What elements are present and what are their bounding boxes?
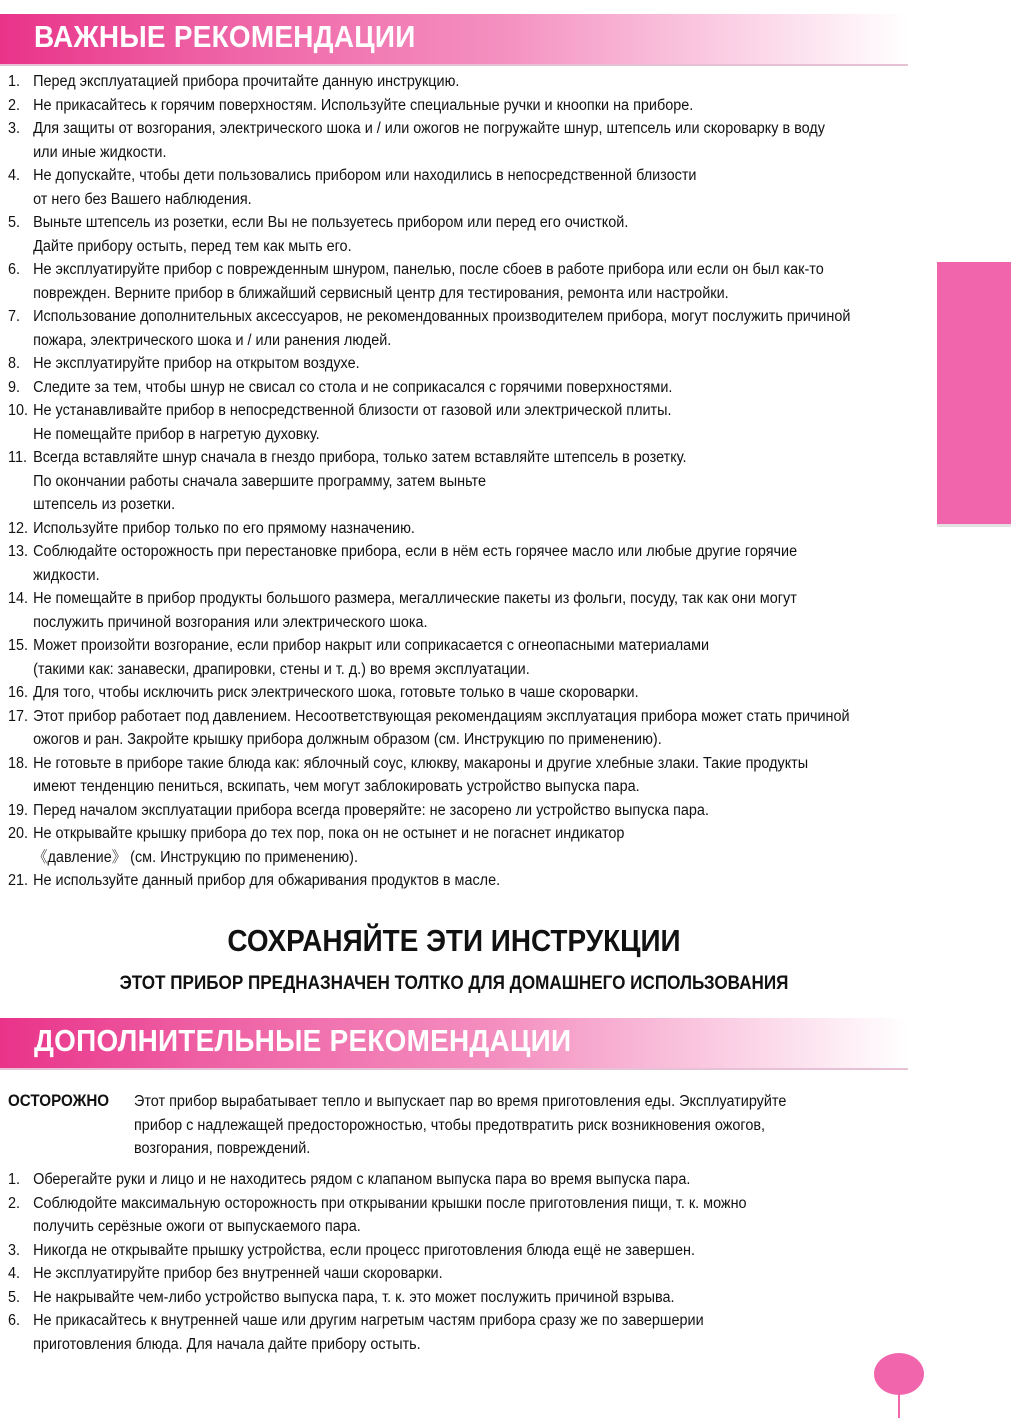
list-item-number: 20. — [8, 825, 29, 842]
list-item-number: 16. — [8, 684, 29, 701]
list-item-text: Соблюдайте осторожность при перестановке прибора, если в нём есть горячее масло или любые другие горячие жидкости. — [33, 543, 798, 584]
list-item — [8, 1262, 747, 1286]
section-title-additional: ДОПОЛНИТЕЛЬНЫЕ РЕКОМЕНДАЦИИ — [34, 1023, 572, 1058]
list-item-text: Для защиты от возгорания, электрического шока и / или ожогов не погружайте шнур, штепсель или скороварку в воду или иные жидкости. — [33, 120, 825, 161]
list-item-number: 8. — [8, 355, 21, 372]
list-item-text: Не эксплуатируйте прибор на открытом воздухе. — [33, 355, 360, 372]
list-item — [8, 1192, 747, 1239]
list-item-number: 17. — [8, 707, 29, 725]
page-marker-line — [898, 1393, 900, 1418]
list-item-text: Не готовьте в приборе такие блюда как: яблочный соус, клюкву, макароны и другие хлебные злаки. Такие продукты имеют тенденцию пениться, вскипать, чем могут заблокировать устройство выпуска пара. — [33, 754, 809, 795]
list-item-number: 19. — [8, 801, 29, 819]
list-item-text: Никогда не открывайте прышку устройства, если процесс приготовления блюда ещё не завершен. — [33, 1241, 695, 1259]
list-item-number: 18. — [8, 754, 29, 772]
list-item-text: Не накрывайте чем-либо устройство выпуска пара, т. к. это может послужить причиной взрыва. — [33, 1288, 675, 1306]
list-item — [8, 1309, 747, 1356]
list-item-text: Следите за тем, чтобы шнур не свисал со стола и не соприкасался с горячими поверхностями. — [33, 378, 673, 396]
list-item-text: Не используйте данный прибор для обжаривания продуктов в масле. — [33, 872, 501, 889]
list-item — [8, 376, 850, 400]
list-item-text: Используйте прибор только по его прямому назначению. — [33, 519, 415, 537]
caution-label: ОСТОРОЖНО — [8, 1092, 110, 1110]
list-item — [8, 164, 850, 211]
list-item — [8, 681, 850, 705]
list-item — [8, 1286, 747, 1310]
list-item-number: 6. — [8, 1312, 21, 1329]
list-item-text: Выньте штепсель из розетки, если Вы не пользуетесь прибором или перед его очисткой. Дайте прибору остыть, перед тем как мыть его. — [33, 214, 629, 255]
list-item-text: Не эксплуатируйте прибор с поврежденным шнуром, панелью, после сбоев в работе прибора или если он был как-то поврежден. Верните прибор в ближайший сервисный центр для тестирования, ремонта или настройки. — [33, 261, 824, 302]
list-item — [8, 305, 850, 352]
list-item — [8, 117, 850, 164]
list-item-number: 5. — [8, 214, 21, 231]
list-item-text: Соблюдойте максимальную осторожность при открывании крышки после приготовления пищи, т. к. можно получить серёзные ожоги от выпускаемого пара. — [33, 1194, 747, 1235]
list-item — [8, 634, 850, 681]
page-marker-dot — [874, 1353, 924, 1395]
list-item — [8, 540, 850, 587]
list-item-number: 13. — [8, 543, 29, 560]
list-item-number: 4. — [8, 1265, 21, 1282]
list-item-number: 9. — [8, 378, 21, 396]
list-item-text: Перед началом эксплуатации прибора всегда проверяйте: не засорено ли устройство выпуска пара. — [33, 801, 709, 819]
list-item — [8, 94, 850, 118]
list-item-number: 6. — [8, 261, 21, 278]
list-item-text: Использование дополнительных аксессуаров, не рекомендованных производителем прибора, могут послужить причиной пожара, электрического шока и / или ранения людей. — [33, 308, 851, 349]
list-item-number: 15. — [8, 637, 29, 654]
list-item — [8, 1168, 747, 1192]
list-item-number: 21. — [8, 872, 29, 889]
list-item-number: 2. — [8, 96, 21, 114]
list-item-text: Не устанавливайте прибор в непосредственной близости от газовой или электрической плиты. Не помещайте прибор в нагретую духовку. — [33, 402, 672, 443]
list-item — [8, 752, 850, 799]
list-item-text: Для того, чтобы исключить риск электрического шока, готовьте только в чаше скороварки. — [33, 684, 639, 701]
caution-text: Этот прибор вырабатывает тепло и выпускает пар во время приготовления еды. Эксплуатируйте прибор с надлежащей предосторожностью, чтобы предотвратить риск возникновения ожогов, возгорания, повреждений. — [134, 1093, 787, 1157]
list-item — [8, 211, 850, 258]
list-item-text: Не помещайте в прибор продукты большого размера, мегаллические пакеты из фольги, посуду, так как они могут послужить причиной возгорания или электрического шока. — [33, 590, 797, 631]
list-item-text: Оберегайте руки и лицо и не находитесь рядом с клапаном выпуска пара во время выпуска пара. — [33, 1171, 691, 1188]
list-item — [8, 587, 850, 634]
list-item — [8, 1239, 747, 1263]
household-use-note: ЭТОТ ПРИБОР ПРЕДНАЗНАЧЕН ТОЛТКО ДЛЯ ДОМАШНЕГО ИСПОЛЬЗОВАНИЯ — [119, 973, 789, 994]
list-item-number: 3. — [8, 1241, 21, 1259]
list-item — [8, 822, 850, 869]
save-instructions-title: СОХРАНЯЙТЕ ЭТИ ИНСТРУКЦИИ — [227, 923, 681, 958]
list-item-text: Не прикасайтесь к внутренней чаше или другим нагретым частям прибора сразу же по завершерии приготовления блюда. Для начала дайте прибору остыть. — [33, 1312, 704, 1353]
list-item-number: 2. — [8, 1194, 21, 1212]
list-item-number: 5. — [8, 1288, 21, 1306]
list-item-number: 3. — [8, 120, 21, 137]
list-item-text: Этот прибор работает под давлением. Несоответствующая рекомендациям эксплуатация прибора может стать причиной ожогов и ран. Закройте крышку прибора должным образом (см. Инструкцию по применению). — [33, 707, 850, 748]
list-item — [8, 869, 850, 893]
list-item — [8, 258, 850, 305]
list-item-text: Перед эксплуатацией прибора прочитайте данную инструкцию. — [33, 73, 460, 90]
list-item — [8, 70, 850, 94]
list-item-text: Не прикасайтесь к горячим поверхностям. Используйте специальные ручки и кноопки на приборе. — [33, 96, 694, 114]
list-item — [8, 799, 850, 823]
list-item-number: 1. — [8, 1171, 21, 1188]
list-item-text: Может произойти возгорание, если прибор накрыт или соприкасается с огнеопасными материалами (такими как: занавески, драпировки, стены и т. д.) во время эксплуатации. — [33, 637, 710, 678]
list-item-number: 4. — [8, 167, 21, 184]
list-item-number: 10. — [8, 402, 29, 419]
list-item — [8, 705, 850, 752]
list-item — [8, 352, 850, 376]
section-header-banner — [0, 14, 908, 66]
list-item-number: 11. — [8, 449, 27, 466]
list-item-text: Не открывайте крышку прибора до тех пор, пока он не остынет и не погаснет индикатор 《давление》 (см. Инструкцию по применению). — [33, 825, 625, 866]
list-item-number: 14. — [8, 590, 29, 607]
list-item-text: Не допускайте, чтобы дети пользовались прибором или находились в непосредственной близости от него без Вашего наблюдения. — [33, 167, 697, 208]
list-item-number: 7. — [8, 308, 21, 325]
list-item — [8, 399, 850, 446]
list-item — [8, 517, 850, 541]
section-title-important: ВАЖНЫЕ РЕКОМЕНДАЦИИ — [34, 19, 416, 54]
list-item-text: Не эксплуатируйте прибор без внутренней чаши скороварки. — [33, 1265, 443, 1282]
list-item-number: 12. — [8, 519, 29, 537]
section-header-banner — [0, 1018, 908, 1070]
list-item-number: 1. — [8, 73, 21, 90]
list-item — [8, 446, 850, 517]
additional-recommendations-list — [8, 1168, 802, 1356]
list-item-text: Всегда вставляйте шнур сначала в гнездо прибора, только затем вставляйте штепсель в розетку. По окончании работы сначала завершите программу, затем выньте штепсель из розетки. — [33, 449, 687, 513]
important-recommendations-list — [8, 70, 914, 893]
side-tab-marker — [937, 262, 1011, 527]
